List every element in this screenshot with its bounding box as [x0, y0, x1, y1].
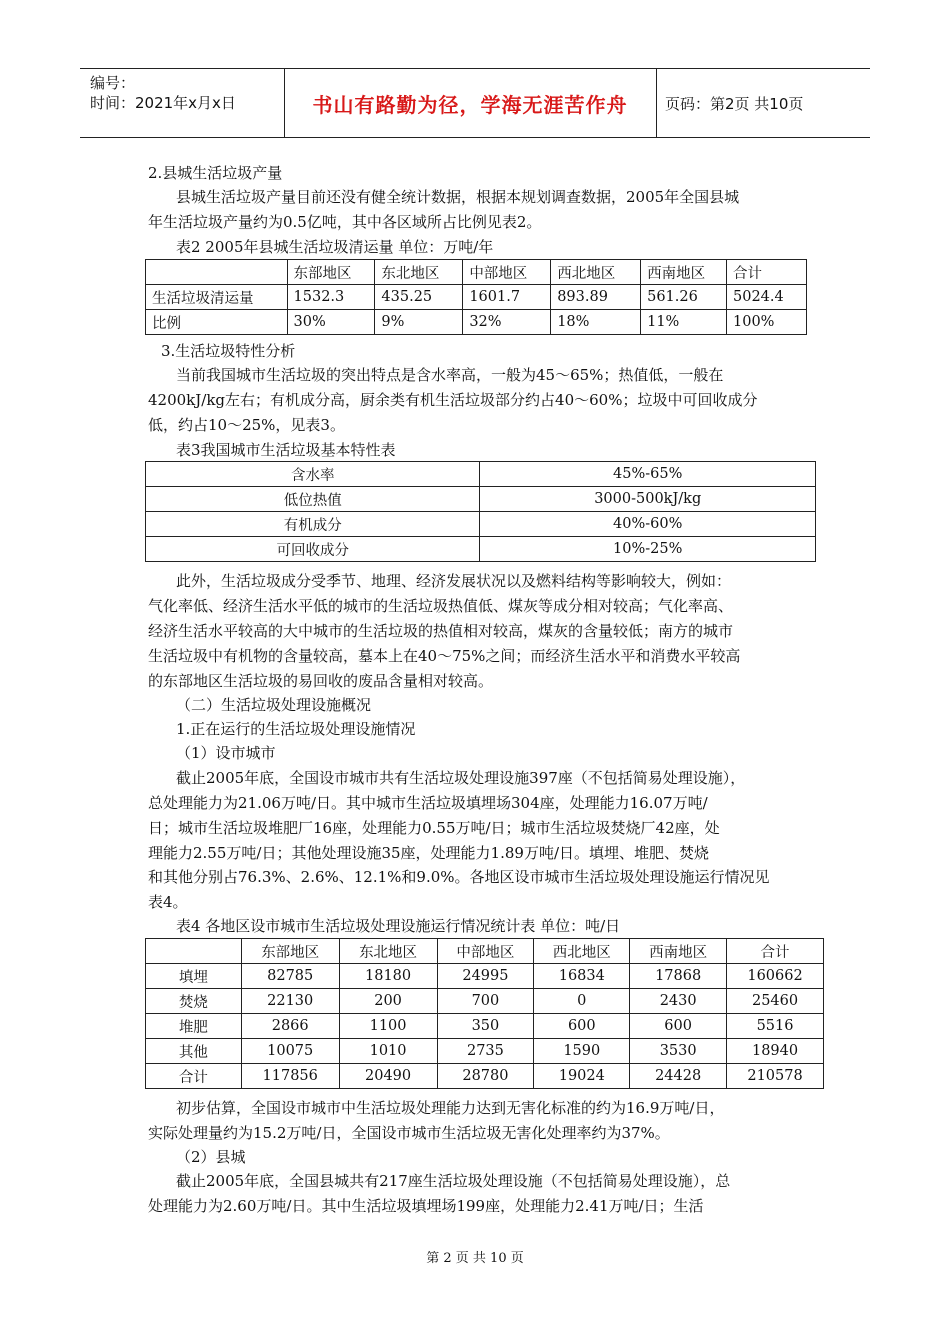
table-header-row [146, 260, 807, 285]
table-cell: 1010 [339, 1039, 437, 1064]
table-cell: 10%-25% [480, 537, 816, 562]
header-page-info: 页码：第2页 共10页 [665, 94, 804, 113]
table-cell: 20490 [339, 1064, 437, 1089]
table-cell: 填埋 [146, 964, 242, 989]
header-cell: 东部地区 [241, 939, 339, 964]
paragraph-2-line-2: 4200kJ/kg左右；有机成分高，厨余类有机生活垃圾部分约占40～60%；垃圾中可回收成分 [148, 391, 758, 409]
header-cell: 中部地区 [437, 939, 534, 964]
section-title-ii: （二）生活垃圾处理设施概况 [176, 696, 372, 714]
section-title-ii-1-2: （2）县城 [176, 1148, 246, 1166]
table-3 [145, 461, 816, 562]
table-cell: 82785 [241, 964, 339, 989]
paragraph-3-line-2: 气化率低、经济生活水平低的城市的生活垃圾热值低、煤灰等成分相对较高；气化率高、 [148, 597, 734, 615]
paragraph-3-line-3: 经济生活水平较高的大中城市的生活垃圾的热值相对较高，煤灰的含量较低；南方的城市 [148, 622, 734, 640]
table-cell: 30% [287, 310, 375, 335]
table-cell: 117856 [241, 1064, 339, 1089]
table-cell: 合计 [146, 1064, 242, 1089]
table-cell: 18180 [339, 964, 437, 989]
table-cell: 生活垃圾清运量 [146, 285, 288, 310]
table-cell: 600 [630, 1014, 727, 1039]
table-cell: 有机成分 [146, 512, 480, 537]
header-cell: 东北地区 [375, 260, 463, 285]
header-cell: 西南地区 [630, 939, 727, 964]
table-row [146, 285, 807, 310]
table-cell: 893.89 [551, 285, 641, 310]
paragraph-1-line-2: 年生活垃圾产量约为0.5亿吨，其中各区域所占比例见表2。 [148, 213, 542, 231]
header-cell: 东部地区 [287, 260, 375, 285]
table-cell: 1590 [534, 1039, 630, 1064]
section-title-2: 2.县城生活垃圾产量 [148, 164, 283, 182]
table-cell: 45%-65% [480, 462, 816, 487]
paragraph-3-line-4: 生活垃圾中有机物的含量较高，墓本上在40～75%之间；而经济生活水平和消费水平较高 [148, 647, 741, 665]
table-row [146, 1014, 824, 1039]
paragraph-4-line-6: 表4。 [148, 893, 188, 911]
table-4 [145, 938, 824, 1089]
table-2 [145, 259, 807, 335]
table-cell: 2866 [241, 1014, 339, 1039]
table-cell: 2735 [437, 1039, 534, 1064]
table-cell: 561.26 [641, 285, 727, 310]
table-cell: 10075 [241, 1039, 339, 1064]
table-cell: 3000-500kJ/kg [480, 487, 816, 512]
table-cell: 1601.7 [463, 285, 551, 310]
header-meta [80, 69, 285, 137]
table-row [146, 462, 816, 487]
table-cell: 210578 [727, 1064, 824, 1089]
paragraph-5-line-2: 实际处理量约为15.2万吨/日，全国设市城市生活垃圾无害化处理率约为37%。 [148, 1124, 670, 1142]
paragraph-3-line-1: 此外，生活垃圾成分受季节、地理、经济发展状况以及燃料结构等影响较大，例如： [176, 572, 732, 590]
header-cell: 中部地区 [463, 260, 551, 285]
table-row [146, 512, 816, 537]
table-cell: 1100 [339, 1014, 437, 1039]
header-motto: 书山有路勤为径，学海无涯苦作舟 [284, 69, 657, 137]
table-cell: 40%-60% [480, 512, 816, 537]
header-cell: 西南地区 [641, 260, 727, 285]
page-footer: 第 2 页 共 10 页 [426, 1251, 524, 1266]
section-title-ii-1: 1.正在运行的生活垃圾处理设施情况 [176, 720, 416, 738]
table-cell: 19024 [534, 1064, 630, 1089]
page-header [80, 68, 870, 138]
header-cell [146, 939, 242, 964]
table-cell: 28780 [437, 1064, 534, 1089]
table-cell: 600 [534, 1014, 630, 1039]
paragraph-1-line-1: 县城生活垃圾产量目前还没有健全统计数据，根据本规划调查数据，2005年全国县城 [176, 188, 740, 206]
table-cell: 3530 [630, 1039, 727, 1064]
table-3-caption: 表3我国城市生活垃圾基本特性表 [176, 441, 396, 459]
header-cell [146, 260, 288, 285]
table-cell: 700 [437, 989, 534, 1014]
table-cell: 24428 [630, 1064, 727, 1089]
table-2-caption: 表2 2005年县城生活垃圾清运量 单位：万吨/年 [176, 238, 494, 256]
table-cell: 低位热值 [146, 487, 480, 512]
table-cell: 其他 [146, 1039, 242, 1064]
paragraph-4-line-1: 截止2005年底，全国设市城市共有生活垃圾处理设施397座（不包括简易处理设施）， [176, 769, 746, 787]
header-cell: 西北地区 [551, 260, 641, 285]
table-cell: 18940 [727, 1039, 824, 1064]
doc-code-label: 编号： [90, 74, 136, 92]
table-cell: 2430 [630, 989, 727, 1014]
table-cell: 17868 [630, 964, 727, 989]
table-cell: 11% [641, 310, 727, 335]
section-title-ii-1-1: （1）设市城市 [176, 744, 276, 762]
paragraph-4-line-3: 日；城市生活垃圾堆肥厂16座，处理能力0.55万吨/日；城市生活垃圾焚烧厂42座，处 [148, 819, 720, 837]
table-cell: 0 [534, 989, 630, 1014]
table-cell: 含水率 [146, 462, 480, 487]
section-title-3: 3.生活垃圾特性分析 [161, 342, 296, 360]
table-row [146, 310, 807, 335]
table-cell: 9% [375, 310, 463, 335]
table-row [146, 1039, 824, 1064]
table-header-row [146, 939, 824, 964]
doc-time-label: 时间：2021年x月x日 [90, 94, 236, 112]
paragraph-6-line-2: 处理能力为2.60万吨/日。其中生活垃圾填埋场199座，处理能力2.41万吨/日；生活 [148, 1197, 704, 1215]
table-cell: 350 [437, 1014, 534, 1039]
table-row [146, 989, 824, 1014]
table-row [146, 964, 824, 989]
paragraph-4-line-5: 和其他分别占76.3%、2.6%、12.1%和9.0%。各地区设市城市生活垃圾处理设施运行情况见 [148, 868, 770, 886]
paragraph-5-line-1: 初步估算，全国设市城市中生活垃圾处理能力达到无害化标准的约为16.9万吨/日， [176, 1099, 725, 1117]
table-cell: 5516 [727, 1014, 824, 1039]
header-cell: 合计 [727, 939, 824, 964]
paragraph-4-line-2: 总处理能力为21.06万吨/日。其中城市生活垃圾填埋场304座，处理能力16.07万吨/ [148, 794, 708, 812]
paragraph-4-line-4: 理能力2.55万吨/日；其他处理设施35座，处理能力1.89万吨/日。填埋、堆肥、焚烧 [148, 844, 709, 862]
table-cell: 可回收成分 [146, 537, 480, 562]
table-cell: 160662 [727, 964, 824, 989]
table-cell: 1532.3 [287, 285, 375, 310]
table-4-caption: 表4 各地区设市城市生活垃圾处理设施运行情况统计表 单位：吨/日 [176, 917, 621, 935]
table-cell: 18% [551, 310, 641, 335]
table-row [146, 1064, 824, 1089]
header-cell: 合计 [727, 260, 807, 285]
table-cell: 22130 [241, 989, 339, 1014]
paragraph-2-line-1: 当前我国城市生活垃圾的突出特点是含水率高，一般为45～65%；热值低，一般在 [176, 366, 724, 384]
header-cell: 东北地区 [339, 939, 437, 964]
table-row [146, 487, 816, 512]
table-cell: 比例 [146, 310, 288, 335]
paragraph-2-line-3: 低，约占10～25%，见表3。 [148, 416, 345, 434]
table-cell: 24995 [437, 964, 534, 989]
table-cell: 5024.4 [727, 285, 807, 310]
table-cell: 200 [339, 989, 437, 1014]
table-cell: 32% [463, 310, 551, 335]
paragraph-3-line-5: 的东部地区生活垃圾的易回收的废品含量相对较高。 [148, 672, 494, 690]
paragraph-6-line-1: 截止2005年底，全国县城共有217座生活垃圾处理设施（不包括简易处理设施），总 [176, 1172, 731, 1190]
table-row [146, 537, 816, 562]
table-cell: 435.25 [375, 285, 463, 310]
table-cell: 25460 [727, 989, 824, 1014]
table-cell: 16834 [534, 964, 630, 989]
table-cell: 堆肥 [146, 1014, 242, 1039]
table-cell: 焚烧 [146, 989, 242, 1014]
table-cell: 100% [727, 310, 807, 335]
header-cell: 西北地区 [534, 939, 630, 964]
